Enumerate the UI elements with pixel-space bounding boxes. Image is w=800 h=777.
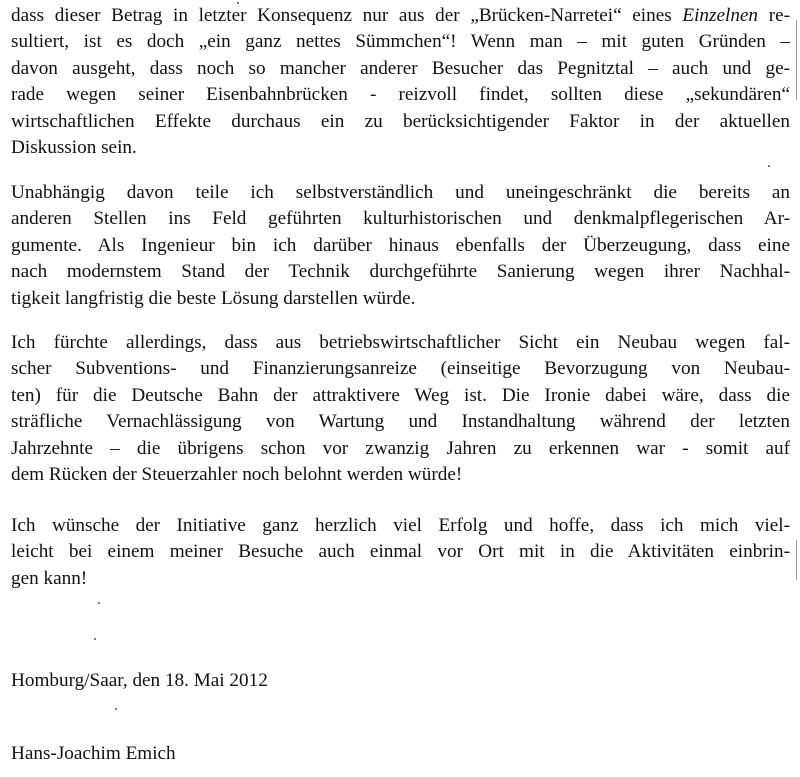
paragraph-economic-concerns xyxy=(11,330,790,488)
text-line: sträfliche Vernachlässigung von Wartung und Instandhaltung während der letzten xyxy=(11,411,790,433)
scan-edge-mark xyxy=(796,20,797,100)
text-line: dass dieser Betrag in letzter Konsequenz nur aus der „Brücken-Narretei“ eines Einzelnen re- xyxy=(11,5,790,26)
text-line: dem Rücken der Steuerzahler noch belohnt werden würde! xyxy=(11,464,463,486)
paragraph-closing-wishes xyxy=(11,513,790,592)
text-line: Ich fürchte allerdings, dass aus betriebswirtschaftlicher Sicht ein Neubau wegen fal- xyxy=(11,332,790,353)
text-line: leicht bei einem meiner Besuche auch einmal vor Ort mit in die Aktivitäten einbrin- xyxy=(11,541,790,563)
scan-speck xyxy=(768,165,770,167)
text-line: ten) für die Deutsche Bahn der attraktivere Weg ist. Die Ironie dabei wäre, dass die xyxy=(11,384,790,406)
text-line: Diskussion sein. xyxy=(11,137,137,159)
text-line: sultiert, ist es doch „ein ganz nettes Sümmchen“! Wenn man – mit guten Gründen – xyxy=(11,31,790,53)
text-line: rade wegen seiner Eisenbahnbrücken - reizvoll findet, sollten diese „sekundären“ xyxy=(11,84,790,106)
text-line: gumente. Als Ingenieur bin ich darüber hinaus ebenfalls der Überzeugung, dass eine xyxy=(11,234,790,256)
scan-speck xyxy=(115,708,117,710)
scan-speck xyxy=(237,2,239,4)
paragraph-economic-effects xyxy=(11,3,790,161)
author-name: Hans-Joachim Emich xyxy=(11,743,176,764)
paragraph-engineering-view xyxy=(11,180,790,312)
text-line: Jahrzehnte – die übrigens schon vor zwanzig Jahren zu erkennen war - somit auf xyxy=(11,437,790,459)
text-line: gen kann! xyxy=(11,567,88,589)
text-line: davon ausgeht, dass noch so mancher anderer Besucher das Pegnitztal – auch und ge- xyxy=(11,57,790,79)
scan-edge-mark xyxy=(796,540,797,580)
place-and-date: Homburg/Saar, den 18. Mai 2012 xyxy=(11,670,268,691)
text-line: anderen Stellen ins Feld geführten kulturhistorischen und denkmalpflegerischen Ar- xyxy=(11,208,790,230)
scan-speck xyxy=(98,602,100,604)
text-line: scher Subventions- und Finanzierungsanreize (einseitige Bevorzugung von Neubau- xyxy=(11,358,790,380)
text-line: tigkeit langfristig die beste Lösung darstellen würde. xyxy=(11,287,416,309)
text-line: Unabhängig davon teile ich selbstverständlich und uneingeschränkt die bereits an xyxy=(11,182,790,203)
scan-speck xyxy=(94,638,96,640)
text-line: nach modernstem Stand der Technik durchgeführte Sanierung wegen ihrer Nachhal- xyxy=(11,261,790,283)
text-line: Ich wünsche der Initiative ganz herzlich viel Erfolg und hoffe, dass ich mich viel- xyxy=(11,515,790,536)
emphasis-text: Einzelnen xyxy=(682,5,759,26)
text-line: wirtschaftlichen Effekte durchaus ein zu berücksichtigender Faktor in der aktuellen xyxy=(11,110,790,132)
